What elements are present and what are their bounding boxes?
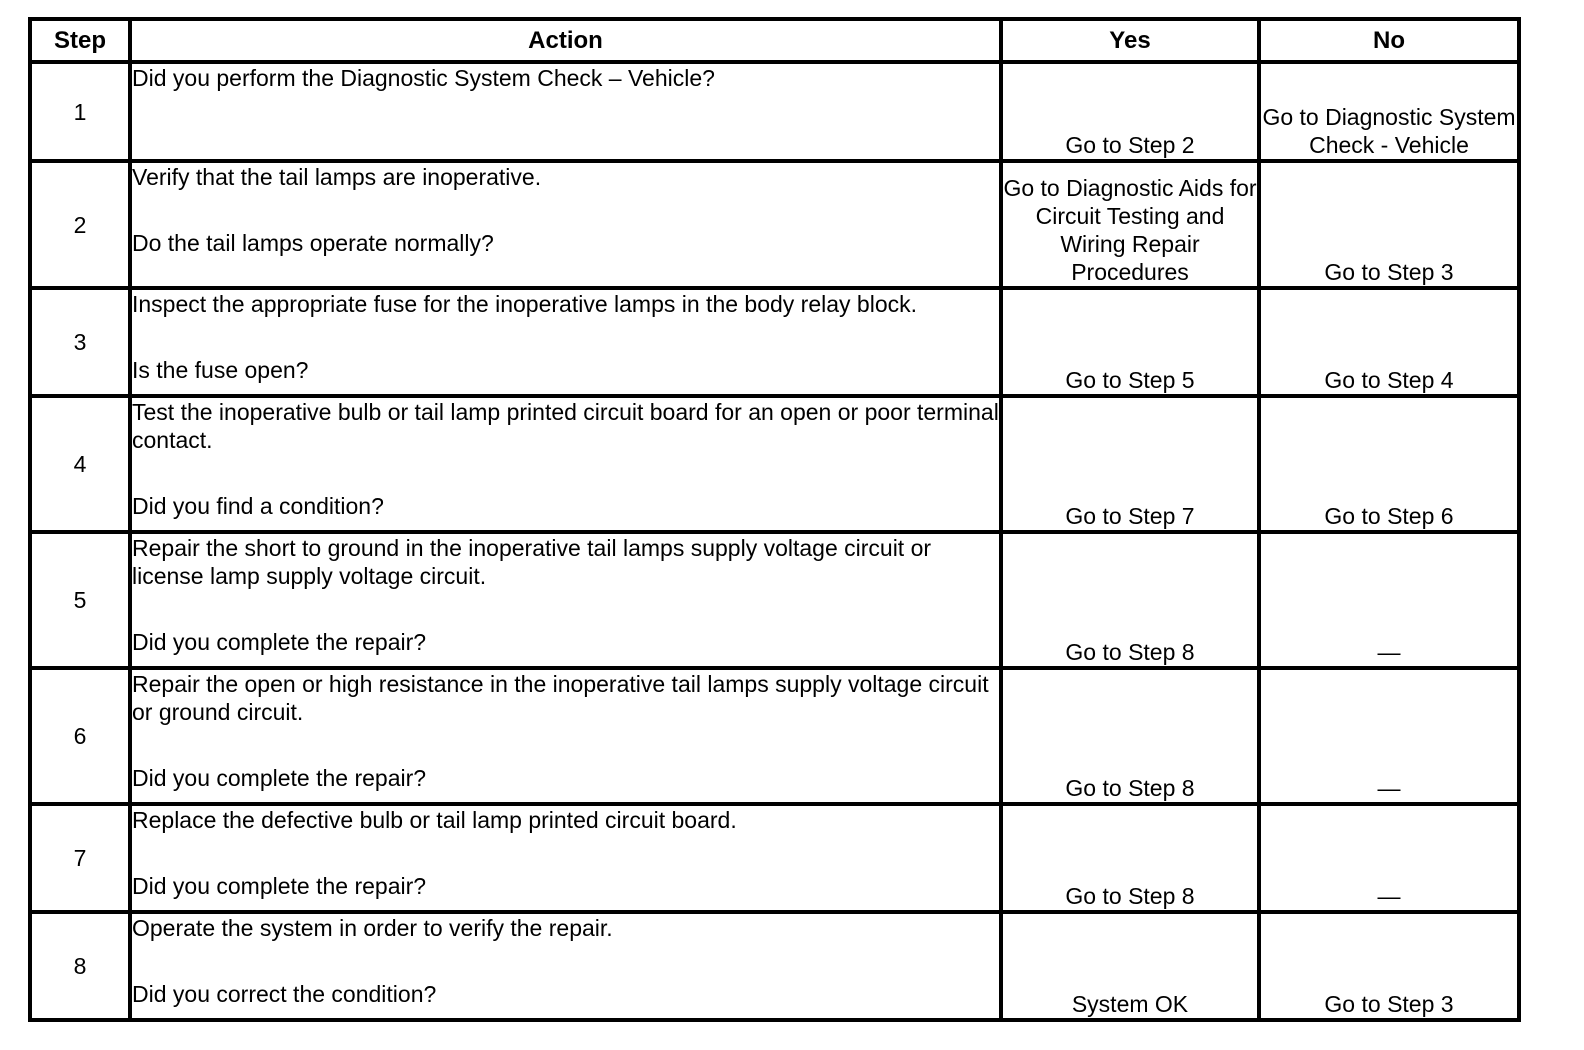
header-yes: Yes — [1001, 19, 1259, 62]
action-instruction: Verify that the tail lamps are inoperative. — [132, 164, 542, 190]
no-result: Go to Step 3 — [1259, 912, 1519, 1020]
action-cell — [130, 62, 1001, 161]
table-row — [30, 668, 1519, 804]
step-number: 1 — [30, 62, 130, 161]
table-row — [30, 62, 1519, 161]
header-step: Step — [30, 19, 130, 62]
table-row — [30, 912, 1519, 1020]
no-result: — — [1259, 532, 1519, 668]
action-cell — [130, 668, 1001, 804]
header-row — [30, 19, 1519, 62]
action-cell — [130, 912, 1001, 1020]
action-question: Is the fuse open? — [132, 357, 309, 383]
header-action: Action — [130, 19, 1001, 62]
no-result: Go to Diagnostic System Check - Vehicle — [1259, 62, 1519, 161]
yes-result: System OK — [1001, 912, 1259, 1020]
step-number: 2 — [30, 161, 130, 288]
no-result: — — [1259, 804, 1519, 912]
action-instruction: Did you perform the Diagnostic System Check – Vehicle? — [132, 65, 715, 91]
action-instruction: Replace the defective bulb or tail lamp printed circuit board. — [132, 807, 737, 833]
action-cell — [130, 396, 1001, 532]
action-cell — [130, 161, 1001, 288]
no-result: Go to Step 4 — [1259, 288, 1519, 396]
table-row — [30, 804, 1519, 912]
step-number: 4 — [30, 396, 130, 532]
action-question: Did you complete the repair? — [132, 629, 427, 655]
step-number: 3 — [30, 288, 130, 396]
no-result: — — [1259, 668, 1519, 804]
action-instruction: Inspect the appropriate fuse for the inoperative lamps in the body relay block. — [132, 291, 918, 317]
step-number: 6 — [30, 668, 130, 804]
action-question: Did you find a condition? — [132, 493, 384, 519]
table-row — [30, 532, 1519, 668]
action-question: Did you correct the condition? — [132, 981, 437, 1007]
step-number: 5 — [30, 532, 130, 668]
step-number: 8 — [30, 912, 130, 1020]
table-row — [30, 396, 1519, 532]
action-cell — [130, 804, 1001, 912]
action-question: Did you complete the repair? — [132, 873, 427, 899]
yes-result: Go to Step 8 — [1001, 668, 1259, 804]
yes-result: Go to Step 2 — [1001, 62, 1259, 161]
yes-result: Go to Step 8 — [1001, 804, 1259, 912]
action-instruction: Operate the system in order to verify the repair. — [132, 915, 613, 941]
action-instruction: Repair the open or high resistance in the inoperative tail lamps supply voltage circuit or ground circuit. — [132, 671, 989, 725]
yes-result: Go to Step 8 — [1001, 532, 1259, 668]
action-instruction: Test the inoperative bulb or tail lamp printed circuit board for an open or poor terminal contact. — [132, 399, 999, 453]
no-result: Go to Step 6 — [1259, 396, 1519, 532]
table-row — [30, 288, 1519, 396]
no-result: Go to Step 3 — [1259, 161, 1519, 288]
action-cell — [130, 288, 1001, 396]
diagnostic-table — [28, 17, 1521, 1022]
header-no: No — [1259, 19, 1519, 62]
yes-result: Go to Step 7 — [1001, 396, 1259, 532]
action-cell — [130, 532, 1001, 668]
table-row — [30, 161, 1519, 288]
yes-result: Go to Step 5 — [1001, 288, 1259, 396]
action-question: Did you complete the repair? — [132, 765, 427, 791]
action-question: Do the tail lamps operate normally? — [132, 230, 494, 256]
step-number: 7 — [30, 804, 130, 912]
action-instruction: Repair the short to ground in the inoperative tail lamps supply voltage circuit or license lamp supply voltage circuit. — [132, 535, 932, 589]
yes-result: Go to Diagnostic Aids for Circuit Testing and Wiring Repair Procedures — [1001, 161, 1259, 288]
